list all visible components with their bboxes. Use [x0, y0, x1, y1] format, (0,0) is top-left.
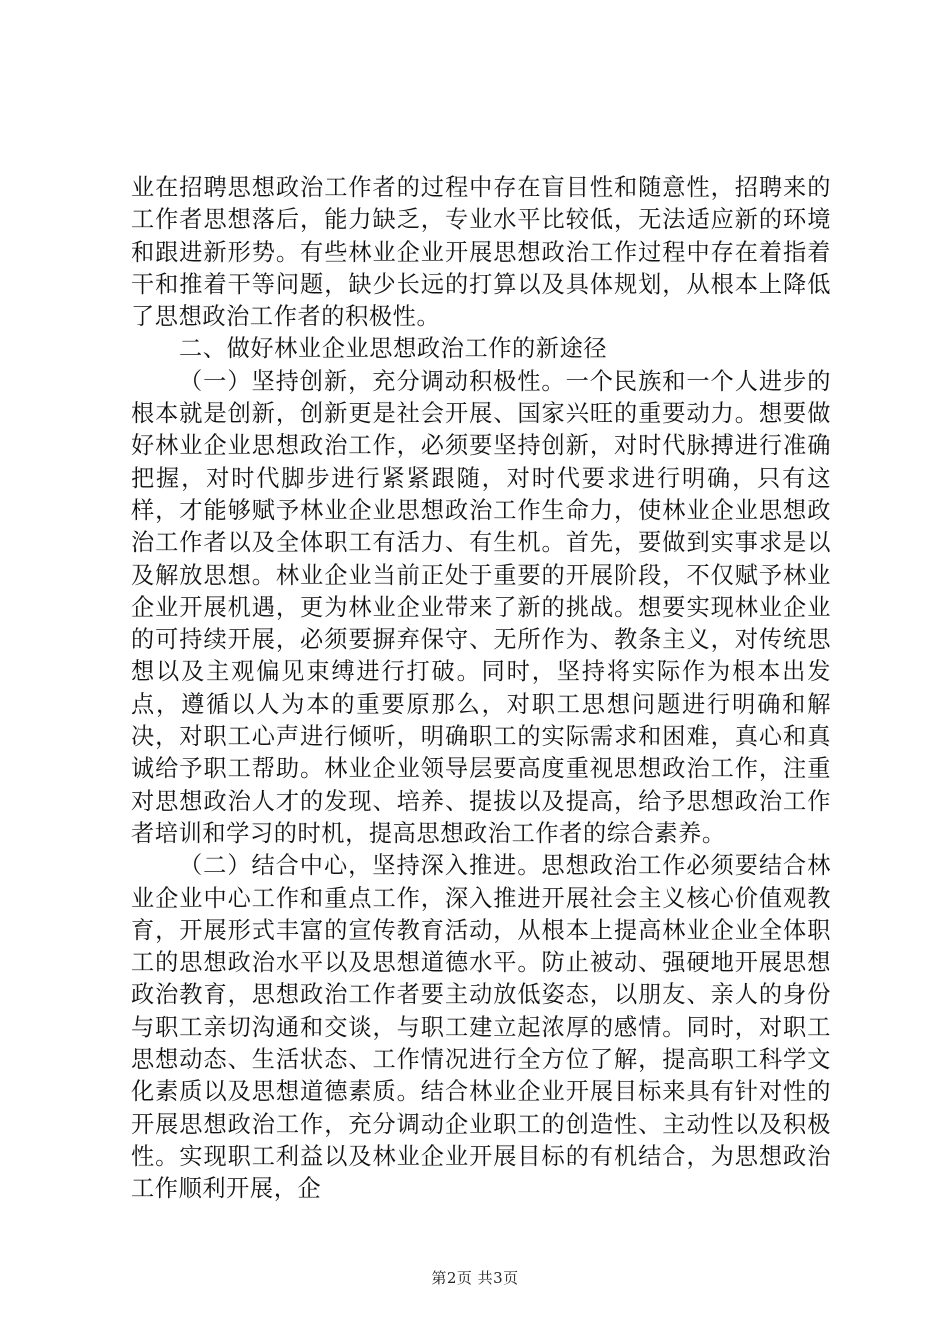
- paragraph-continuation: 业在招聘思想政治工作者的过程中存在盲目性和随意性，招聘来的工作者思想落后，能力缺乏，专业水平比较低，无法适应新的环境和跟进新形势。有些林业企业开展思想政治工作过程中存在着指着干和推着干等问题，缺少长远的打算以及具体规划，从根本上降低了思想政治工作者的积极性。: [131, 174, 831, 331]
- document-body: [131, 172, 831, 1206]
- paragraph-center-work: （二）结合中心，坚持深入推进。思想政治工作必须要结合林业企业中心工作和重点工作，深入推进开展社会主义核心价值观教育，开展形式丰富的宣传教育活动，从根本上提高林业企业全体职工的思想政治水平以及思想道德水平。防止被动、强硬地开展思想政治教育，思想政治工作者要主动放低姿态，以朋友、亲人的身份与职工亲切沟通和交谈，与职工建立起浓厚的感情。同时，对职工思想动态、生活状态、工作情况进行全方位了解，提高职工科学文化素质以及思想道德素质。结合林业企业开展目标来具有针对性的开展思想政治工作，充分调动企业职工的创造性、主动性以及积极性。实现职工利益以及林业企业开展目标的有机结合，为思想政治工作顺利开展，企: [131, 852, 831, 1203]
- page-number-footer: 第2页 共3页: [431, 1269, 519, 1287]
- section-heading: 二、做好林业企业思想政治工作的新途径: [179, 335, 608, 363]
- paragraph-innovation: （一）坚持创新，充分调动积极性。一个民族和一个人进步的根本就是创新，创新更是社会开展、国家兴旺的重要动力。想要做好林业企业思想政治工作，必须要坚持创新，对时代脉搏进行准确把握，对时代脚步进行紧紧跟随，对时代要求进行明确，只有这样，才能够赋予林业企业思想政治工作生命力，使林业企业思想政治工作者以及全体职工有活力、有生机。首先，要做到实事求是以及解放思想。林业企业当前正处于重要的开展阶段，不仅赋予林业企业开展机遇，更为林业企业带来了新的挑战。想要实现林业企业的可持续开展，必须要摒弃保守、无所作为、教条主义，对传统思想以及主观偏见束缚进行打破。同时，坚持将实际作为根本出发点，遵循以人为本的重要原那么，对职工思想问题进行明确和解决，对职工心声进行倾听，明确职工的实际需求和困难，真心和真诚给予职工帮助。林业企业领导层要高度重视思想政治工作，注重对思想政治人才的发现、培养、提拔以及提高，给予思想政治工作者培训和学习的时机，提高思想政治工作者的综合素养。: [131, 367, 831, 847]
